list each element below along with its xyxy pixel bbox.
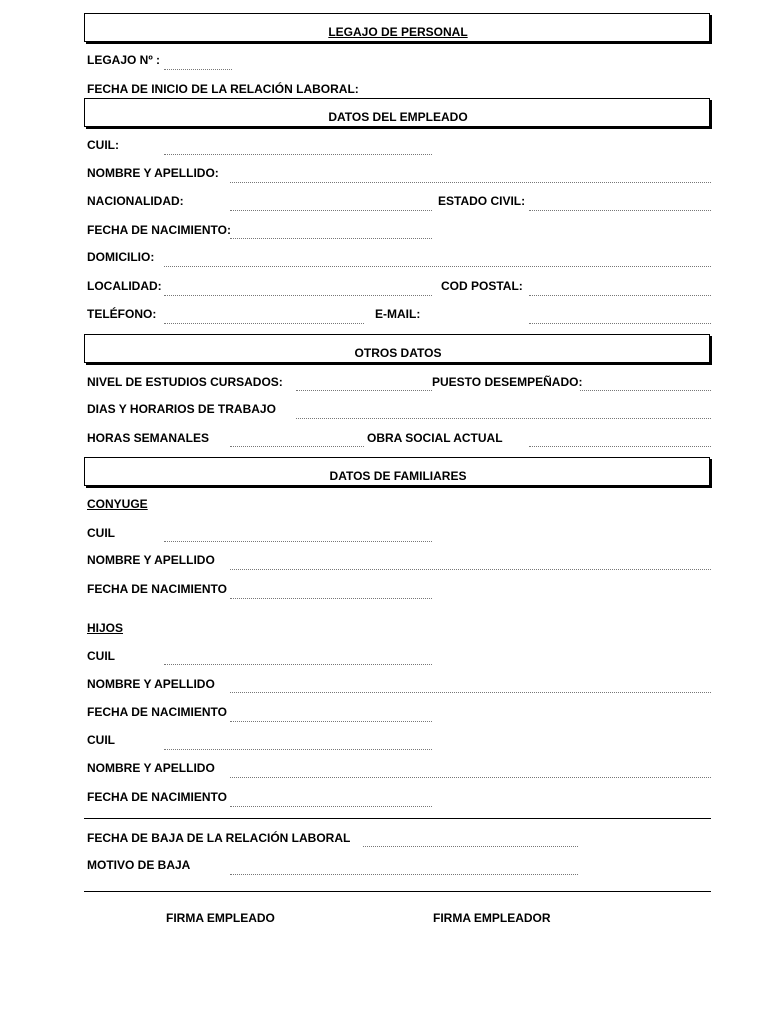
fecha-nacimiento-field[interactable]: [230, 238, 432, 239]
conyuge-fecha-field[interactable]: [230, 598, 432, 599]
cuil-field[interactable]: [164, 154, 432, 155]
hijo-2-nombre-label: NOMBRE Y APELLIDO: [87, 761, 215, 775]
hijo-1-nombre-label: NOMBRE Y APELLIDO: [87, 677, 215, 691]
hijo-1-nombre-field[interactable]: [230, 692, 711, 693]
nombre-field[interactable]: [230, 182, 711, 183]
puesto-field[interactable]: [580, 390, 711, 391]
baja-divider-bottom: [84, 891, 711, 892]
hijo-2-nombre-field[interactable]: [230, 777, 711, 778]
nivel-estudios-field[interactable]: [296, 390, 432, 391]
nacionalidad-field[interactable]: [230, 210, 432, 211]
baja-divider-top: [84, 818, 711, 819]
familiares-section-title: DATOS DE FAMILIARES: [329, 469, 467, 483]
hijo-1-cuil-field[interactable]: [164, 664, 432, 665]
conyuge-cuil-field[interactable]: [164, 541, 432, 542]
localidad-label: LOCALIDAD:: [87, 279, 162, 293]
conyuge-nombre-field[interactable]: [230, 569, 711, 570]
hijo-1-fecha-field[interactable]: [230, 721, 432, 722]
email-field[interactable]: [529, 323, 711, 324]
email-label: E-MAIL:: [375, 307, 421, 321]
nivel-estudios-label: NIVEL DE ESTUDIOS CURSADOS:: [87, 375, 283, 389]
conyuge-nombre-label: NOMBRE Y APELLIDO: [87, 553, 215, 567]
localidad-field[interactable]: [164, 295, 432, 296]
domicilio-field[interactable]: [164, 266, 711, 267]
horas-semanales-field[interactable]: [230, 446, 364, 447]
estado-civil-field[interactable]: [529, 210, 711, 211]
fecha-baja-label: FECHA DE BAJA DE LA RELACIÓN LABORAL: [87, 831, 351, 845]
hijo-2-fecha-field[interactable]: [230, 806, 432, 807]
hijo-2-cuil-label: CUIL: [87, 733, 115, 747]
fecha-nacimiento-label: FECHA DE NACIMIENTO:: [87, 223, 231, 237]
hijo-2-cuil-field[interactable]: [164, 749, 432, 750]
telefono-field[interactable]: [164, 323, 364, 324]
dias-horarios-label: DIAS Y HORARIOS DE TRABAJO: [87, 402, 276, 416]
firma-empleado-label: FIRMA EMPLEADO: [166, 911, 275, 925]
obra-social-field[interactable]: [529, 446, 711, 447]
puesto-label: PUESTO DESEMPEÑADO:: [432, 375, 583, 389]
conyuge-cuil-label: CUIL: [87, 526, 115, 540]
page-title: LEGAJO DE PERSONAL: [328, 25, 468, 39]
hijo-2-fecha-label: FECHA DE NACIMIENTO: [87, 790, 228, 804]
cod-postal-label: COD POSTAL:: [441, 279, 523, 293]
hijos-heading: HIJOS: [87, 621, 124, 635]
conyuge-fecha-label: FECHA DE NACIMIENTO: [87, 582, 228, 596]
domicilio-label: DOMICILIO:: [87, 250, 155, 264]
fecha-baja-field[interactable]: [363, 846, 578, 847]
obra-social-label: OBRA SOCIAL ACTUAL: [367, 431, 503, 445]
motivo-baja-field[interactable]: [230, 874, 578, 875]
estado-civil-label: ESTADO CIVIL:: [438, 194, 526, 208]
otros-section-title: OTROS DATOS: [354, 346, 442, 360]
telefono-label: TELÉFONO:: [87, 307, 157, 321]
empleado-section-title: DATOS DEL EMPLEADO: [328, 110, 468, 124]
legajo-label: LEGAJO Nº :: [87, 53, 161, 67]
cod-postal-field[interactable]: [529, 295, 711, 296]
conyuge-heading: CONYUGE: [87, 497, 148, 511]
hijo-1-cuil-label: CUIL: [87, 649, 115, 663]
motivo-baja-label: MOTIVO DE BAJA: [87, 858, 191, 872]
nombre-label: NOMBRE Y APELLIDO:: [87, 166, 219, 180]
hijo-1-fecha-label: FECHA DE NACIMIENTO: [87, 705, 228, 719]
horas-semanales-label: HORAS SEMANALES: [87, 431, 210, 445]
legajo-field[interactable]: [164, 69, 232, 70]
nacionalidad-label: NACIONALIDAD:: [87, 194, 184, 208]
dias-horarios-field[interactable]: [296, 418, 711, 419]
cuil-label: CUIL:: [87, 138, 119, 152]
firma-empleador-label: FIRMA EMPLEADOR: [433, 911, 551, 925]
fecha-inicio-label: FECHA DE INICIO DE LA RELACIÓN LABORAL:: [87, 82, 359, 96]
